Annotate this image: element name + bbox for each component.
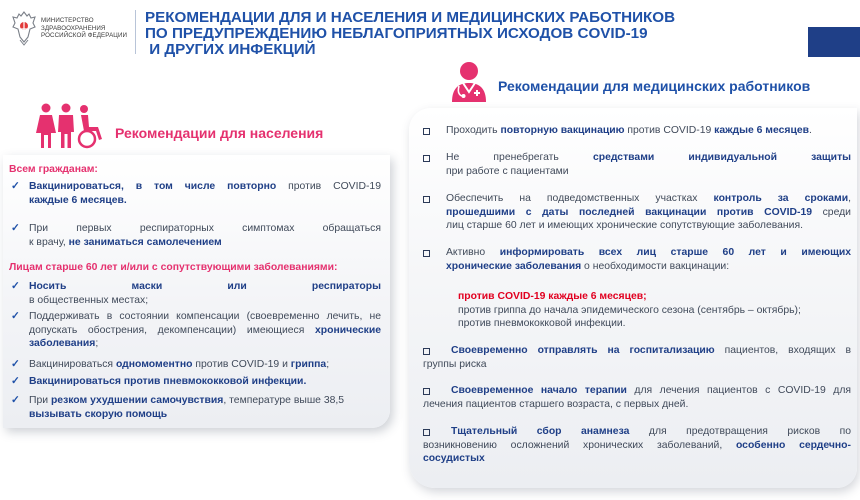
text-fragment: повторную вакцинацию — [500, 125, 625, 136]
square-bullet-icon — [423, 128, 430, 135]
text-fragment: хронические — [315, 324, 381, 336]
text-fragment: против COVID-19 каждые 6 месяцев; — [458, 291, 647, 302]
text-fragment: При — [29, 395, 49, 406]
list-item — [446, 192, 851, 233]
population-card — [3, 155, 390, 428]
older-people-heading: Лицам старше 60 лет и/или с сопутствующими заболеваниями: — [9, 262, 338, 273]
ministry-line-2: ЗДРАВООХРАНЕНИЯ — [41, 24, 106, 32]
square-bullet-icon — [423, 250, 430, 257]
text-fragment: прошедшими с даты последней вакцинации против COVID-19 — [446, 206, 812, 218]
text-fragment: ; — [95, 338, 99, 349]
text-fragment: контроль за сроками — [713, 193, 849, 204]
text-fragment: возникновению осложнений хронических заболеваний, — [423, 439, 723, 451]
text-fragment: против пневмококковой инфекции. — [458, 318, 626, 329]
text-fragment: заболевания — [29, 338, 96, 349]
text-fragment: вызывать скорую помощь — [29, 408, 168, 420]
text-fragment: против — [288, 181, 322, 192]
text-fragment: обращаться — [322, 223, 382, 234]
text-fragment: Своевременно отправлять на госпитализацию — [451, 345, 715, 356]
text-fragment: хронические заболевания — [446, 260, 582, 272]
medical-section-title: Рекомендации для медицинских работников — [498, 78, 811, 94]
text-fragment: для предотвращения рисков по — [648, 426, 852, 437]
list-item — [29, 358, 381, 372]
list-item — [29, 222, 381, 249]
text-fragment: симптомах — [242, 223, 295, 234]
text-fragment: против COVID-19 — [627, 125, 712, 136]
text-fragment: Активно — [446, 247, 486, 258]
text-fragment: Поддерживать в состоянии компенсации (своевременно лечить, не — [29, 311, 381, 322]
text-fragment: информировать всех лиц старше 60 лет и имеющих — [499, 247, 852, 258]
text-fragment: индивидуальной — [688, 152, 777, 163]
text-fragment: при работе с пациентами — [446, 165, 569, 177]
text-fragment: среди — [822, 206, 851, 218]
text-fragment: к врачу, — [29, 236, 66, 248]
list-item — [29, 280, 381, 307]
title-line-3: И ДРУГИХ ИНФЕКЦИЙ — [145, 41, 316, 58]
medical-card — [409, 108, 857, 488]
text-fragment: сосудистых — [423, 453, 485, 464]
people-icon — [36, 103, 106, 149]
text-fragment: . — [809, 125, 812, 136]
check-icon: ✓ — [11, 394, 20, 406]
text-fragment: группы риска — [423, 358, 487, 370]
square-bullet-icon — [423, 196, 430, 203]
title-line-1: РЕКОМЕНДАЦИИ ДЛЯ И НАСЕЛЕНИЯ И МЕДИЦИНСКИХ РАБОТНИКОВ — [145, 9, 676, 26]
text-fragment: Вакцинироваться — [29, 359, 114, 370]
check-icon: ✓ — [11, 358, 20, 370]
list-item — [29, 394, 381, 421]
list-item — [29, 375, 381, 389]
text-fragment: или — [227, 281, 247, 292]
text-fragment: против COVID-19 и — [195, 359, 288, 370]
check-icon: ✓ — [11, 310, 20, 322]
population-section-title: Рекомендации для населения — [115, 125, 324, 141]
list-item — [423, 425, 851, 466]
text-fragment: маски — [131, 281, 163, 292]
text-fragment: о необходимости вакцинации: — [584, 260, 730, 272]
text-fragment: не заниматься самолечением — [68, 236, 222, 248]
text-fragment: допускать обострения, декомпенсации) имеющиеся — [29, 324, 305, 336]
ministry-logo — [10, 9, 138, 55]
header-divider — [135, 10, 136, 54]
text-fragment: пренебрегать — [493, 152, 559, 163]
text-fragment: Не — [446, 152, 460, 163]
ministry-line-3: РОССИЙСКОЙ ФЕДЕРАЦИИ — [41, 32, 128, 40]
text-fragment: COVID-19 — [333, 181, 381, 192]
list-item — [446, 124, 851, 138]
text-fragment: лиц старше 60 лет и имеющих хронические сопутствующие заболевания. — [446, 220, 803, 231]
ministry-line-1: МИНИСТЕРСТВО — [41, 17, 94, 24]
text-fragment: лечения пациентов старшего возраста, с первых дней. — [423, 398, 689, 410]
list-item — [29, 180, 381, 207]
text-fragment: первых — [76, 223, 112, 234]
text-fragment: ; — [326, 359, 330, 370]
page-title — [145, 10, 725, 58]
list-item — [423, 344, 851, 371]
text-fragment: каждые 6 месяцев. — [29, 194, 127, 206]
text-fragment: Своевременное начало терапии — [451, 385, 627, 396]
vaccination-list — [458, 290, 848, 331]
text-fragment: Носить — [29, 281, 67, 292]
text-fragment: , — [848, 193, 851, 204]
doctor-icon — [447, 60, 491, 102]
text-fragment: Обеспечить на подведомственных участках — [446, 193, 698, 204]
text-fragment: респираторы — [311, 281, 381, 292]
title-line-2: ПО ПРЕДУПРЕЖДЕНИЮ НЕБЛАГОПРИЯТНЫХ ИСХОДОВ COVID-19 — [145, 25, 648, 42]
text-fragment: респираторных — [139, 223, 214, 234]
emblem-icon — [10, 9, 38, 47]
check-icon: ✓ — [11, 180, 20, 192]
text-fragment: , температуре выше 38,5 — [223, 395, 345, 406]
square-bullet-icon — [423, 155, 430, 162]
list-item — [423, 384, 851, 411]
list-item — [446, 246, 851, 273]
check-icon: ✓ — [11, 280, 20, 292]
text-fragment: Проходить — [446, 125, 498, 136]
text-fragment: для лечения пациентов с COVID-19 для — [634, 385, 852, 396]
text-fragment: особенно сердечно- — [735, 439, 851, 451]
check-icon: ✓ — [11, 375, 20, 387]
text-fragment: резком ухудшении самочувствия — [50, 395, 224, 406]
text-fragment: одномоментно — [115, 359, 193, 370]
list-item — [446, 151, 851, 178]
text-fragment: Вакцинироваться, в том числе повторно — [29, 181, 277, 192]
text-fragment: средствами — [592, 152, 655, 163]
text-fragment: каждые 6 месяцев — [714, 125, 810, 136]
text-fragment: против гриппа до начала эпидемического сезона (сентябрь – октябрь); — [458, 304, 801, 316]
text-fragment: Вакцинироваться против пневмококковой инфекции. — [29, 376, 307, 387]
check-icon: ✓ — [11, 222, 20, 234]
text-fragment: в общественных местах; — [29, 294, 149, 306]
text-fragment: При — [29, 223, 49, 234]
text-fragment: Тщательный сбор анамнеза — [451, 426, 630, 437]
text-fragment: пациентов, входящих в — [724, 345, 851, 356]
list-item — [29, 310, 381, 351]
all-citizens-heading: Всем гражданам: — [9, 164, 98, 175]
corner-accent — [808, 27, 860, 57]
text-fragment: защиты — [811, 152, 852, 163]
text-fragment: гриппа — [290, 359, 327, 370]
